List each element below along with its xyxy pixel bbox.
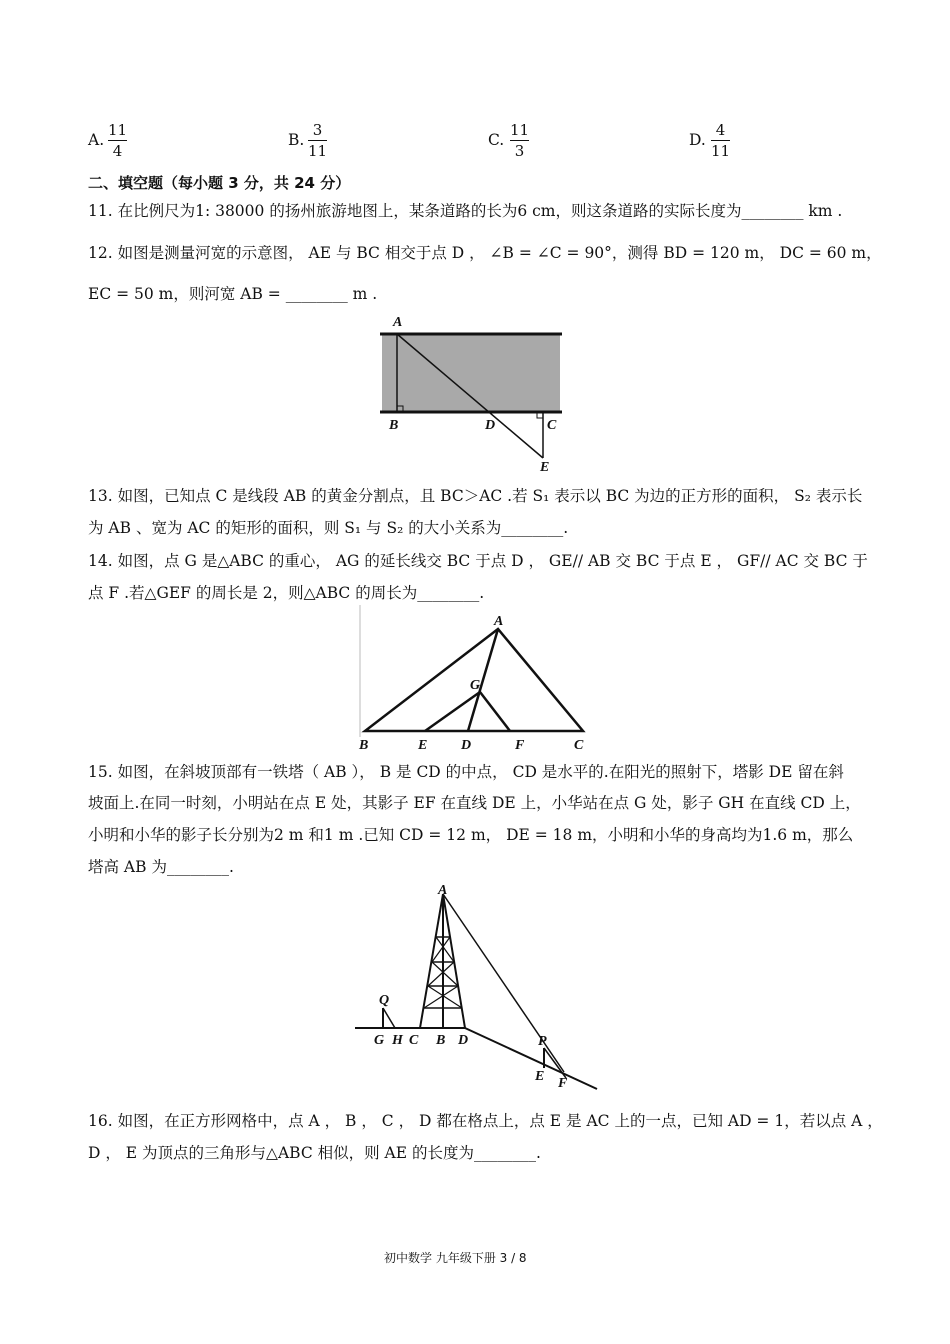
question-13-line1: 13. 如图，已知点 C 是线段 AB 的黄金分割点，且 BC＞AC .若 S₁ 表示以 BC 为边的正方形的面积， S₂ 表示长 bbox=[88, 487, 863, 505]
label-e: E bbox=[535, 1069, 545, 1084]
label-a: A bbox=[494, 614, 504, 629]
label-e: E bbox=[418, 738, 428, 753]
label-d: D bbox=[458, 1033, 469, 1048]
label-q: Q bbox=[379, 993, 390, 1008]
label-b: B bbox=[389, 418, 399, 433]
page-footer: 初中数学 九年级下册 3 / 8 bbox=[384, 1251, 527, 1265]
segment-gf bbox=[480, 692, 510, 731]
label-e: E bbox=[540, 460, 550, 475]
segment-ge bbox=[425, 692, 480, 731]
option-d-fraction bbox=[711, 121, 730, 160]
option-b-denominator: 11 bbox=[308, 142, 328, 160]
river-width-figure bbox=[375, 310, 575, 478]
label-b: B bbox=[436, 1033, 446, 1048]
ray-pf bbox=[544, 1048, 566, 1078]
question-11: 11. 在比例尺为1: 38000 的扬州旅游地图上，某条道路的长为6 cm，则这条道路的实际长度为________ km . bbox=[88, 202, 843, 220]
option-a-numerator: 11 bbox=[108, 121, 128, 139]
label-c: C bbox=[409, 1033, 419, 1048]
slope bbox=[465, 1028, 597, 1089]
question-16-line1: 16. 如图，在正方形网格中，点 A ， B ， C ， D 都在格点上，点 E 是 AC 上的一点，已知 AD = 1，若以点 A ， bbox=[88, 1112, 883, 1130]
label-a: A bbox=[393, 315, 403, 330]
centroid-triangle-figure bbox=[355, 605, 595, 755]
question-12-line1: 12. 如图是测量河宽的示意图， AE 与 BC 相交于点 D ， ∠B = ∠C = 90°，测得 BD = 120 m， DC = 60 m， bbox=[88, 244, 882, 262]
question-14-line1: 14. 如图，点 G 是△ABC 的重心， AG 的延长线交 BC 于点 D ， GE// AB 交 BC 于点 E ， GF// AC 交 BC 于 bbox=[88, 552, 868, 570]
label-b: B bbox=[359, 738, 369, 753]
option-d-denominator: 11 bbox=[711, 142, 731, 160]
option-d-numerator: 4 bbox=[715, 121, 726, 139]
option-b-label: B. bbox=[288, 131, 305, 149]
option-a-fraction bbox=[108, 121, 127, 160]
question-13-line2: 为 AB 、宽为 AC 的矩形的面积，则 S₁ 与 S₂ 的大小关系为________. bbox=[88, 519, 569, 537]
option-c-fraction bbox=[510, 121, 529, 160]
option-b-fraction bbox=[308, 121, 327, 160]
label-f: F bbox=[515, 738, 525, 753]
option-c-denominator: 3 bbox=[514, 142, 525, 160]
label-h: H bbox=[392, 1033, 403, 1048]
label-g: G bbox=[374, 1033, 385, 1048]
option-b-numerator: 3 bbox=[312, 121, 323, 139]
label-c: C bbox=[574, 738, 584, 753]
question-14-line2: 点 F .若△GEF 的周长是 2，则△ABC 的周长为________. bbox=[88, 584, 485, 602]
label-d: D bbox=[461, 738, 472, 753]
label-g: G bbox=[470, 678, 481, 693]
option-d-label: D. bbox=[689, 131, 706, 149]
label-d: D bbox=[485, 418, 496, 433]
question-15-line2: 坡面上.在同一时刻，小明站在点 E 处，其影子 EF 在直线 DE 上，小华站在点 G 处，影子 GH 在直线 CD 上， bbox=[88, 794, 861, 812]
section-heading: 二、填空题（每小题 3 分，共 24 分） bbox=[88, 174, 351, 192]
option-a-label: A. bbox=[88, 131, 105, 149]
option-c-label: C. bbox=[488, 131, 505, 149]
label-p: P bbox=[538, 1034, 547, 1049]
question-15-line3: 小明和小华的影子长分别为2 m 和1 m .已知 CD = 12 m， DE = 18 m，小明和小华的身高均为1.6 m，那么 bbox=[88, 826, 854, 844]
label-c: C bbox=[547, 418, 557, 433]
question-12-line2: EC = 50 m，则河宽 AB = ________ m . bbox=[88, 285, 378, 303]
option-c-numerator: 11 bbox=[510, 121, 530, 139]
question-15-line1: 15. 如图，在斜坡顶部有一铁塔（ AB ）， B 是 CD 的中点， CD 是水平的.在阳光的照射下，塔影 DE 留在斜 bbox=[88, 763, 844, 781]
option-a-denominator: 4 bbox=[112, 142, 123, 160]
label-a: A bbox=[438, 883, 448, 898]
river-area bbox=[382, 334, 560, 412]
question-15-line4: 塔高 AB 为________. bbox=[88, 858, 234, 876]
question-16-line2: D ， E 为顶点的三角形与△ABC 相似，则 AE 的长度为________. bbox=[88, 1144, 541, 1162]
ray-qh bbox=[383, 1008, 395, 1028]
label-f: F bbox=[558, 1076, 568, 1091]
tower-shadow-figure bbox=[350, 882, 600, 1094]
